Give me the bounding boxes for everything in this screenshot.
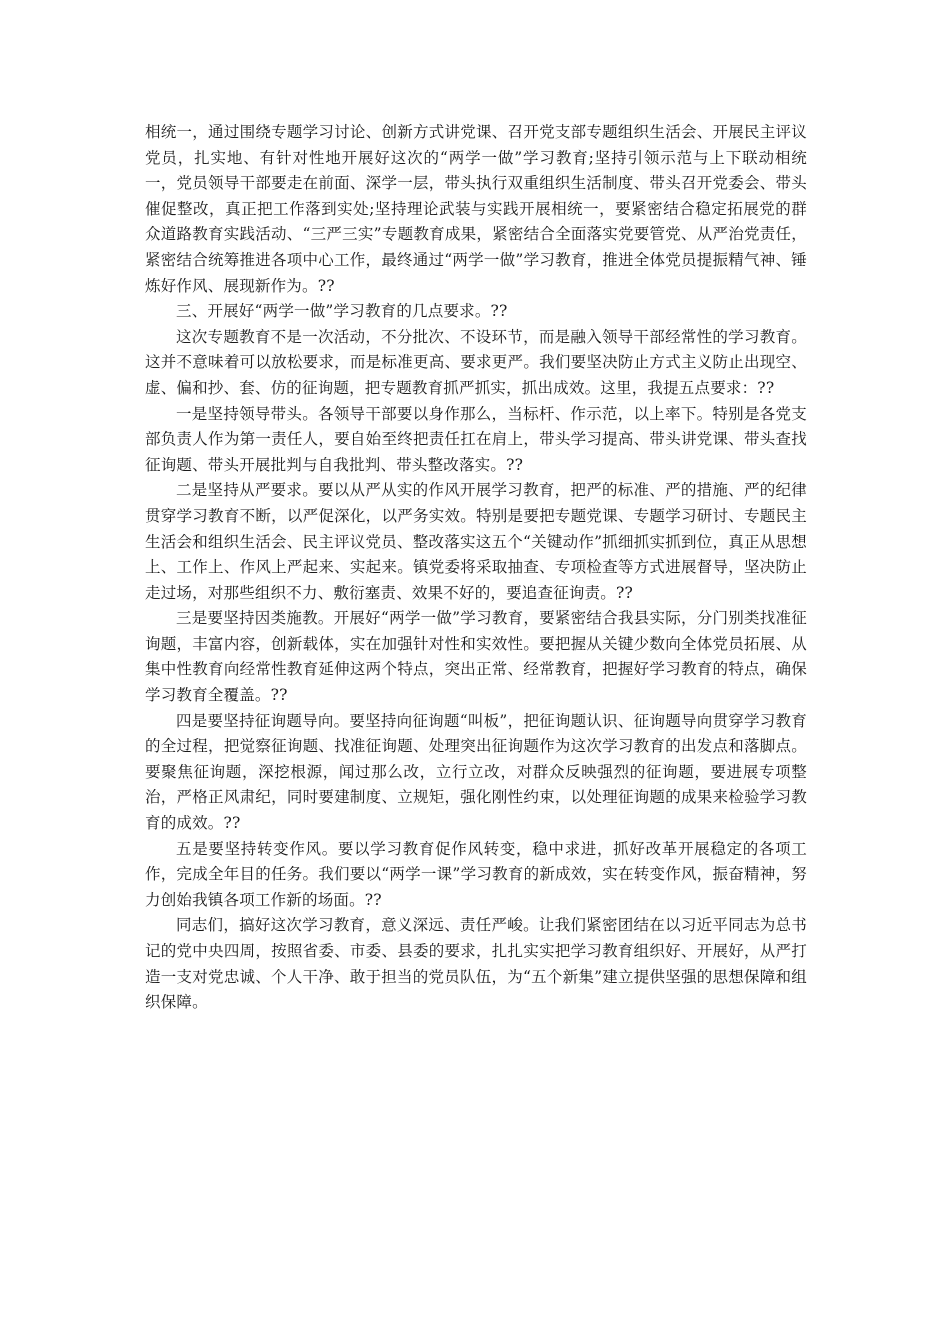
paragraph-requirement-2: 二是坚持从严要求。要以从严从实的作风开展学习教育，把严的标准、严的措施、严的纪律贯穿学习教育不断，以严促深化，以严务实效。特别是要把专题党课、专题学习研讨、专题民主生活会和组织生活会、民主评议党员、整改落实这五个“关键动作”抓细抓实抓到位，真正从思想上、工作上、作风上严起来、实起来。镇党委将采取抽查、专项检查等方式进展督导，坚决防止走过场，对那些组织不力、敷衍塞责、效果不好的，要追查征询责。??	[145, 481, 807, 602]
paragraph-requirement-3: 三是要坚持因类施教。开展好“两学一做”学习教育，要紧密结合我县实际，分门别类找准征询题，丰富内容，创新载体，实在加强针对性和实效性。要把握从关键少数向全体党员拓展、从集中性教育向经常性教育延伸这两个特点，突出正常、经常教育，把握好学习教育的特点，确保学习教育全覆盖。??	[145, 609, 807, 705]
document-page	[145, 120, 807, 1016]
section-heading-requirements: 三、开展好“两学一做”学习教育的几点要求。??	[176, 302, 508, 321]
paragraph-requirement-4: 四是要坚持征询题导向。要坚持向征询题“叫板”，把征询题认识、征询题导向贯穿学习教育的全过程，把觉察征询题、找准征询题、处理突出征询题作为这次学习教育的出发点和落脚点。要聚焦征询题，深挖根源，闻过那么改，立行立改，对群众反映强烈的征询题，要进展专项整治，严格正风肃纪，同时要建制度、立规矩，强化刚性约束，以处理征询题的成果来检验学习教育的成效。??	[145, 711, 807, 833]
paragraph-requirement-1: 一是坚持领导带头。各领导干部要以身作那么，当标杆、作示范，以上率下。特别是各党支部负责人作为第一责任人，要自始至终把责任扛在肩上，带头学习提高、带头讲党课、带头查找征询题、带头开展批判与自我批判、带头整改落实。??	[145, 404, 807, 474]
paragraph-closing: 同志们，搞好这次学习教育，意义深远、责任严峻。让我们紧密团结在以习近平同志为总书记的党中央四周，按照省委、市委、县委的要求，扎扎实实把学习教育组织好、开展好，从严打造一支对党忠诚、个人干净、敢于担当的党员队伍，为“五个新集”建立提供坚强的思想保障和组织保障。	[145, 916, 807, 1012]
paragraph-requirement-5: 五是要坚持转变作风。要以学习教育促作风转变，稳中求进，抓好改革开展稳定的各项工作，完成全年目的任务。我们要以“两学一课”学习教育的新成效，实在转变作风，振奋精神，努力创始我镇各项工作新的场面。??	[145, 839, 807, 909]
paragraph-intro-requirements: 这次专题教育不是一次活动，不分批次、不设环节，而是融入领导干部经常性的学习教育。这并不意味着可以放松要求，而是标准更高、要求更严。我们要坚决防止方式主义防止出现空、虚、偏和抄、套、仿的征询题，把专题教育抓严抓实，抓出成效。这里，我提五点要求：??	[145, 327, 807, 397]
paragraph-continuation: 相统一，通过围绕专题学习讨论、创新方式讲党课、召开党支部专题组织生活会、开展民主评议党员，扎实地、有针对性地开展好这次的“两学一做”学习教育;坚持引领示范与上下联动相统一，党员领导干部要走在前面、深学一层，带头执行双重组织生活制度、带头召开党委会、带头催促整改，真正把工作落到实处;坚持理论武装与实践开展相统一，要紧密结合稳定拓展党的群众道路教育实践活动、“三严三实”专题教育成果，紧密结合全面落实党要管党、从严治党责任，紧密结合统筹推进各项中心工作，最终通过“两学一做”学习教育，推进全体党员提振精气神、锤炼好作风、展现新作为。??	[145, 123, 807, 295]
